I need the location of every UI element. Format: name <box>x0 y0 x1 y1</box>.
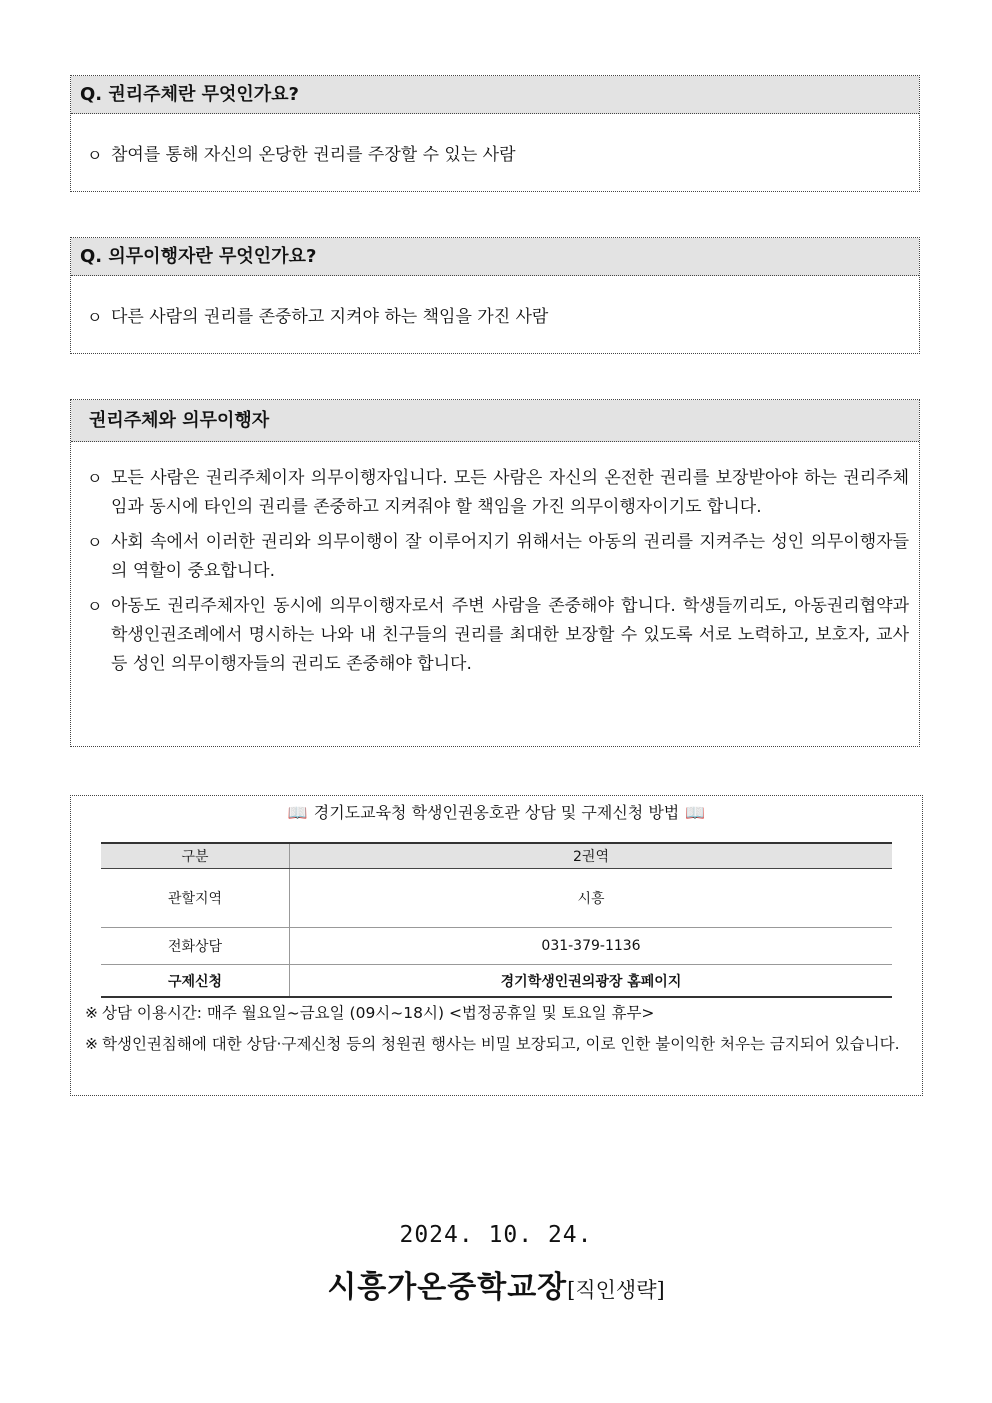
qa-answer <box>71 141 919 170</box>
qa-answer-area <box>71 276 919 332</box>
qa-question: Q. 권리주체란 무엇인가요? <box>71 76 919 114</box>
table-header-cell: 2권역 <box>290 843 893 869</box>
table-row <box>101 928 892 965</box>
note-text: 학생인권침해에 대한 상담·구제신청 등의 청원권 행사는 비밀 보장되고, 이로 인한 불이익한 처우는 금지되어 있습니다. <box>102 1035 900 1053</box>
section-title: 권리주체와 의무이행자 <box>71 400 919 442</box>
notes <box>85 998 911 1060</box>
note-text: 상담 이용시간: 매주 월요일~금요일 (09시~18시) <법정공휴일 및 토요일 휴무> <box>102 1004 655 1022</box>
list-item-text: 사회 속에서 이러한 권리와 의무이행이 잘 이루어지기 위해서는 아동의 권리를 지켜주는 성인 의무이행자들의 역할이 중요합니다. <box>111 532 909 581</box>
reference-mark-icon: ※ <box>85 1035 98 1053</box>
list-item <box>71 528 919 586</box>
table-header-row <box>101 843 892 869</box>
qa-box-duty-bearer <box>70 237 920 354</box>
bullet-icon: ㅇ <box>87 308 103 327</box>
qa-answer-text: 다른 사람의 권리를 존중하고 지켜야 하는 책임을 가진 사람 <box>111 307 549 327</box>
signer-name: 시흥가온중학교장 <box>327 1270 568 1305</box>
table-cell-label: 관할지역 <box>101 869 290 928</box>
info-table <box>101 842 892 998</box>
table-row <box>101 965 892 998</box>
table-cell-value: 031-379-1136 <box>290 928 893 965</box>
book-icon: 📖 <box>287 803 308 822</box>
reference-mark-icon: ※ <box>85 1004 98 1022</box>
qa-box-rights-holder <box>70 75 920 192</box>
info-title <box>71 801 922 825</box>
signer-block <box>0 1262 992 1306</box>
table-cell-label: 전화상담 <box>101 928 290 965</box>
rights-duty-section <box>70 399 920 747</box>
info-title-text: 경기도교육청 학생인권옹호관 상담 및 구제신청 방법 <box>313 803 680 822</box>
section-body <box>71 442 919 679</box>
book-icon: 📖 <box>685 803 706 822</box>
bullet-icon: ㅇ <box>87 533 103 552</box>
bullet-icon: ㅇ <box>87 597 103 616</box>
seal-omitted: [직인생략] <box>567 1278 665 1302</box>
table-cell-label: 구제신청 <box>101 965 290 998</box>
qa-answer <box>71 303 919 332</box>
list-item <box>71 592 919 679</box>
note-item <box>85 998 911 1029</box>
document-date: 2024. 10. 24. <box>399 1222 593 1248</box>
table-header-cell: 구분 <box>101 843 290 869</box>
note-item <box>85 1029 911 1060</box>
list-item <box>71 464 919 522</box>
bullet-icon: ㅇ <box>87 146 103 165</box>
table-row <box>101 869 892 928</box>
list-item-text: 아동도 권리주체자인 동시에 의무이행자로서 주변 사람을 존중해야 합니다. 학생들끼리도, 아동권리협약과 학생인권조례에서 명시하는 나와 내 친구들의 권리를 최대한 보장할 수 있도록 서로 노력하고, 보호자, 교사 등 성인 의무이행자들의 권리도 존중해야 합니다. <box>111 596 909 674</box>
qa-answer-text: 참여를 통해 자신의 온당한 권리를 주장할 수 있는 사람 <box>111 145 516 165</box>
qa-answer-area <box>71 114 919 170</box>
qa-question: Q. 의무이행자란 무엇인가요? <box>71 238 919 276</box>
bullet-icon: ㅇ <box>87 469 103 488</box>
list-item-text: 모든 사람은 권리주체이자 의무이행자입니다. 모든 사람은 자신의 온전한 권리를 보장받아야 하는 권리주체임과 동시에 타인의 권리를 존중하고 지켜줘야 할 책임을 가진 의무이행자이기도 합니다. <box>111 468 909 517</box>
table-cell-value: 시흥 <box>290 869 893 928</box>
table-cell-value: 경기학생인권의광장 홈페이지 <box>290 965 893 998</box>
counseling-info-box <box>70 795 923 1096</box>
